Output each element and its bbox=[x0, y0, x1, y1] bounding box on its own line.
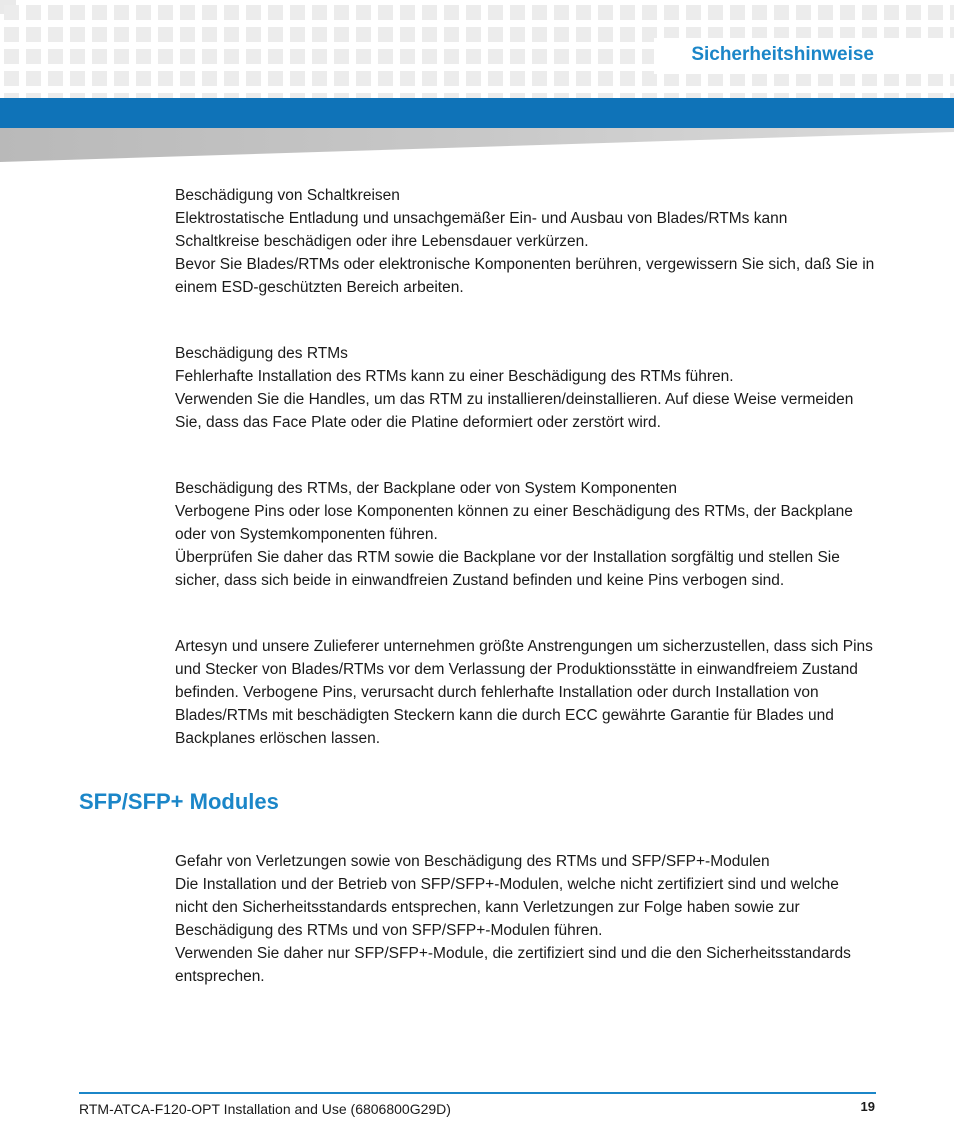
notice-esd bbox=[175, 184, 875, 299]
notice-title: Beschädigung des RTMs bbox=[175, 345, 348, 362]
footer-rule bbox=[79, 1092, 876, 1094]
notice-text: Verwenden Sie daher nur SFP/SFP+-Module, die zertifiziert sind und die den Sicherheitsstandards entsprechen. bbox=[175, 945, 851, 985]
footer-doc-title: RTM-ATCA-F120-OPT Installation and Use (6806800G29D) bbox=[79, 1101, 451, 1117]
notice-text: Überprüfen Sie daher das RTM sowie die Backplane vor der Installation sorgfältig und stellen Sie sicher, dass sich beide in einwandfreien Zustand befinden und keine Pins verbogen sind. bbox=[175, 549, 840, 589]
notice-rtm-damage bbox=[175, 342, 875, 434]
header-title: Sicherheitshinweise bbox=[691, 44, 874, 65]
notice-title: Gefahr von Verletzungen sowie von Beschädigung des RTMs und SFP/SFP+-Modulen bbox=[175, 853, 770, 870]
page-number: 19 bbox=[860, 1099, 875, 1114]
notice-text: Elektrostatische Entladung und unsachgemäßer Ein- und Ausbau von Blades/RTMs kann Schaltkreise beschädigen oder ihre Lebensdauer verkürzen. bbox=[175, 210, 788, 250]
section-heading: SFP/SFP+ Modules bbox=[79, 789, 279, 814]
header-gray-wedge bbox=[0, 128, 954, 162]
sfp-notice bbox=[175, 850, 875, 988]
notice-backplane-damage bbox=[175, 477, 875, 592]
notice-text: Fehlerhafte Installation des RTMs kann zu einer Beschädigung des RTMs führen. bbox=[175, 368, 734, 385]
main-content bbox=[175, 184, 875, 750]
notice-text: Bevor Sie Blades/RTMs oder elektronische Komponenten berühren, vergewissern Sie sich, daß Sie in einem ESD-geschützten Bereich arbeiten. bbox=[175, 256, 875, 296]
warranty-paragraph-block bbox=[175, 635, 875, 750]
notice-text: Die Installation und der Betrieb von SFP/SFP+-Modulen, welche nicht zertifiziert sind und welche nicht den Sicherheitsstandards entsprechen, kann Verletzungen zur Folge haben sowie zur Beschädigung des RTMs und von SFP/SFP+-Modulen führen. bbox=[175, 876, 839, 939]
notice-title: Beschädigung von Schaltkreisen bbox=[175, 187, 400, 204]
notice-text: Verbogene Pins oder lose Komponenten können zu einer Beschädigung des RTMs, der Backplane oder von Systemkomponenten führen. bbox=[175, 503, 853, 543]
header-blue-bar bbox=[0, 98, 954, 128]
notice-text: Verwenden Sie die Handles, um das RTM zu installieren/deinstallieren. Auf diese Weise vermeiden Sie, dass das Face Plate oder die Platine deformiert oder zerstört wird. bbox=[175, 391, 854, 431]
notice-title: Beschädigung des RTMs, der Backplane oder von System Komponenten bbox=[175, 480, 678, 497]
warranty-paragraph: Artesyn und unsere Zulieferer unternehmen größte Anstrengungen um sicherzustellen, dass sich Pins und Stecker von Blades/RTMs vor dem Verlassung der Produktionsstätte in einwandfreiem Zustand befinden. Verbogene Pins, verursacht durch fehlerhafte Installation oder durch Installation von Blades/RTMs mit beschädigten Steckern kann die durch ECC gewährte Garantie für Blades und Backplanes erlöschen lassen. bbox=[175, 638, 873, 747]
